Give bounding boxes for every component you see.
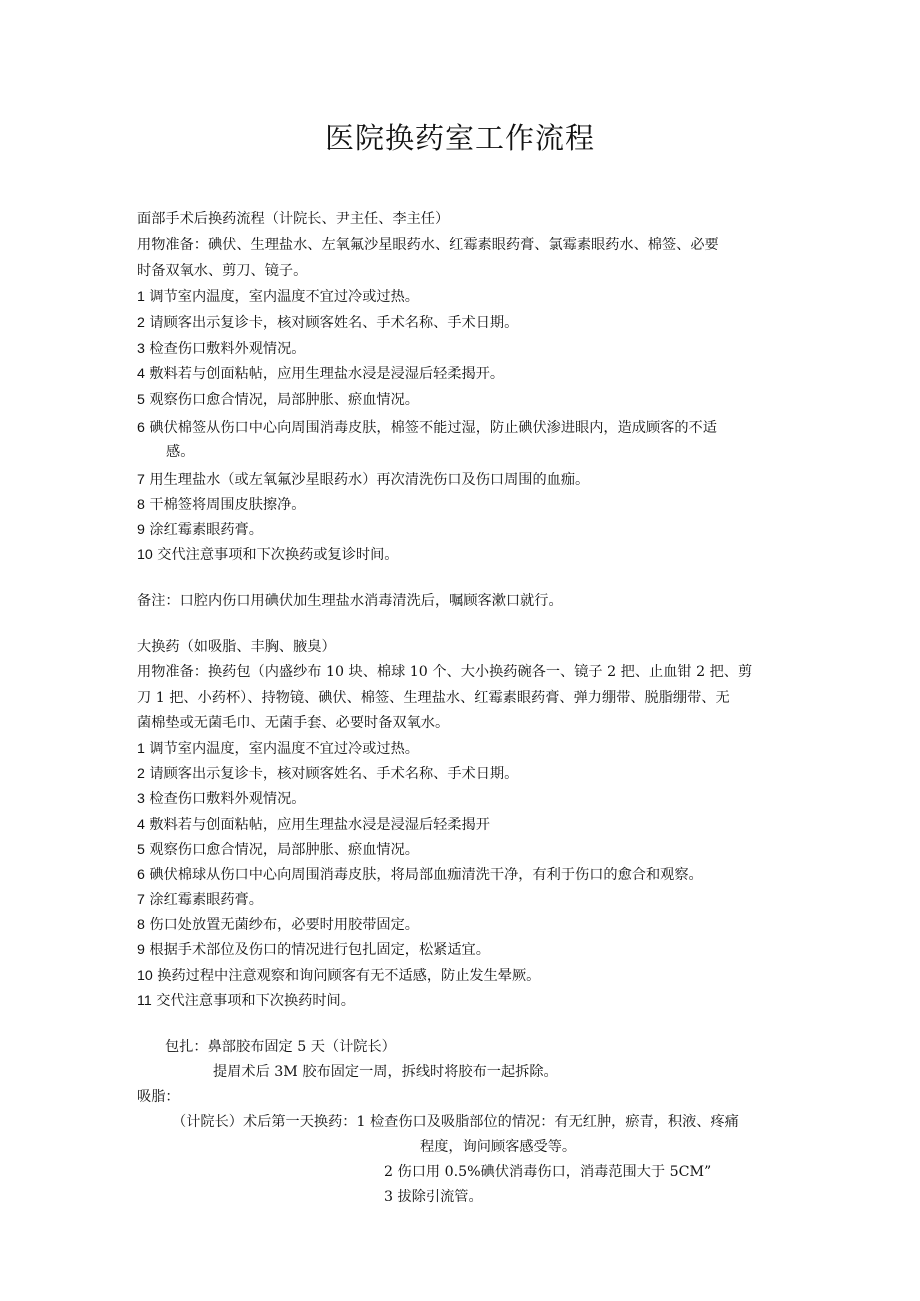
page-title: 医院换药室工作流程 xyxy=(324,121,595,155)
step-text: 检查伤口敷料外观情况。 xyxy=(149,341,306,357)
step-number: 2 xyxy=(137,766,145,782)
liposuction-line3: 2 伤口用 0.5%碘伏消毒伤口，消毒范围大于 5CM” xyxy=(384,1164,712,1180)
bandage-line1: 包扎：鼻部胶布固定 5 天（计院长） xyxy=(165,1039,396,1055)
section1-step-continuation: 感。 xyxy=(166,444,195,460)
step-text: 观察伤口愈合情况，局部肿胀、瘀血情况。 xyxy=(149,842,419,858)
step-text: 交代注意事项和下次换药或复诊时间。 xyxy=(157,547,399,563)
step-text: 调节室内温度，室内温度不宜过冷或过热。 xyxy=(149,289,419,305)
step-text: 碘伏棉签从伤口中心向周围消毒皮肤，棉签不能过湿，防止碘伏渗进眼内，造成顾客的不适 xyxy=(149,420,717,436)
step-number: 10 xyxy=(137,547,153,563)
step-text: 伤口处放置无菌纱布，必要时用胶带固定。 xyxy=(149,917,419,933)
step-number: 10 xyxy=(137,968,153,984)
section1-materials-line1: 用物准备：碘伏、生理盐水、左氧氟沙星眼药水、红霉素眼药膏、氯霉素眼药水、棉签、必要 xyxy=(137,237,719,253)
bandage-line2: 提眉术后 3M 胶布固定一周，拆线时将胶布一起拆除。 xyxy=(213,1064,558,1080)
step-number: 8 xyxy=(137,497,145,513)
step-number: 9 xyxy=(137,522,145,538)
section1-note: 备注：口腔内伤口用碘伏加生理盐水消毒清洗后，嘱顾客漱口就行。 xyxy=(137,593,563,609)
section1-step xyxy=(137,520,263,540)
section2-step xyxy=(137,966,540,986)
section2-heading: 大换药（如吸脂、丰胸、腋臭） xyxy=(137,639,336,655)
step-text: 敷料若与创面粘帖，应用生理盐水浸是浸湿后轻柔揭开 xyxy=(149,817,490,833)
section2-step xyxy=(137,815,490,835)
step-number: 4 xyxy=(137,817,145,833)
liposuction-line1: （计院长）术后第一天换药：1 检查伤口及吸脂部位的情况：有无红肿，瘀青，积液、疼痛 xyxy=(172,1114,739,1130)
section2-materials-line: 刀 1 把、小药杯）、持物镜、碘伏、棉签、生理盐水、红霉素眼药膏、弹力绷带、脱脂绷带、无 xyxy=(137,690,730,706)
section2-materials-line: 用物准备：换药包（内盛纱布 10 块、棉球 10 个、大小换药碗各一、镜子 2 把、止血钳 2 把、剪 xyxy=(137,664,753,680)
step-text: 交代注意事项和下次换药时间。 xyxy=(156,993,355,1009)
section2-step xyxy=(137,865,703,885)
step-text: 请顾客出示复诊卡，核对顾客姓名、手术名称、手术日期。 xyxy=(149,315,519,331)
section1-step xyxy=(137,470,589,490)
step-number: 9 xyxy=(137,942,145,958)
section1-step xyxy=(137,545,399,565)
section1-materials-line2: 时备双氧水、剪刀、镜子。 xyxy=(137,263,308,279)
section2-step xyxy=(137,940,490,960)
liposuction-line4: 3 拔除引流管。 xyxy=(384,1189,483,1205)
section1-step xyxy=(137,418,717,438)
section2-step xyxy=(137,764,518,784)
section2-materials-line: 菌棉垫或无菌毛巾、无菌手套、必要时备双氧水。 xyxy=(137,715,450,731)
step-text: 干棉签将周围皮肤擦净。 xyxy=(149,497,306,513)
section1-step xyxy=(137,313,518,333)
step-number: 6 xyxy=(137,420,145,436)
step-text: 敷料若与创面粘帖，应用生理盐水浸是浸湿后轻柔揭开。 xyxy=(149,366,505,382)
section2-step xyxy=(137,840,419,860)
step-text: 根据手术部位及伤口的情况进行包扎固定，松紧适宜。 xyxy=(149,942,490,958)
section1-step xyxy=(137,339,305,359)
section2-step xyxy=(137,890,263,910)
step-text: 涂红霉素眼药膏。 xyxy=(149,522,263,538)
step-text: 碘伏棉球从伤口中心向周围消毒皮肤，将局部血痂清洗干净，有利于伤口的愈合和观察。 xyxy=(149,867,703,883)
liposuction-label: 吸脂： xyxy=(137,1089,180,1105)
step-number: 5 xyxy=(137,842,145,858)
section2-step xyxy=(137,739,419,759)
step-number: 3 xyxy=(137,341,145,357)
step-number: 4 xyxy=(137,366,145,382)
section2-step xyxy=(137,915,419,935)
step-text: 用生理盐水（或左氧氟沙星眼药水）再次清洗伤口及伤口周围的血痂。 xyxy=(149,472,590,488)
step-number: 1 xyxy=(137,289,145,305)
step-number: 2 xyxy=(137,315,145,331)
section2-step xyxy=(137,789,305,809)
step-number: 7 xyxy=(137,472,145,488)
section1-step xyxy=(137,390,419,410)
section1-step xyxy=(137,364,504,384)
step-text: 请顾客出示复诊卡，核对顾客姓名、手术名称、手术日期。 xyxy=(149,766,519,782)
step-text: 涂红霉素眼药膏。 xyxy=(149,892,263,908)
step-number: 1 xyxy=(137,741,145,757)
step-number: 7 xyxy=(137,892,145,908)
step-number: 11 xyxy=(137,993,152,1009)
section2-step xyxy=(137,991,355,1011)
liposuction-line2: 程度，询问顾客感受等。 xyxy=(420,1139,577,1155)
section1-step xyxy=(137,495,305,515)
section1-heading: 面部手术后换药流程（计院长、尹主任、李主任） xyxy=(137,211,450,227)
step-text: 调节室内温度，室内温度不宜过冷或过热。 xyxy=(149,741,419,757)
step-text: 检查伤口敷料外观情况。 xyxy=(149,791,306,807)
step-number: 8 xyxy=(137,917,145,933)
step-text: 换药过程中注意观察和询问顾客有无不适感，防止发生晕厥。 xyxy=(157,968,541,984)
step-number: 3 xyxy=(137,791,145,807)
step-text: 观察伤口愈合情况，局部肿胀、瘀血情况。 xyxy=(149,392,419,408)
section1-step xyxy=(137,287,419,307)
step-number: 6 xyxy=(137,867,145,883)
step-number: 5 xyxy=(137,392,145,408)
